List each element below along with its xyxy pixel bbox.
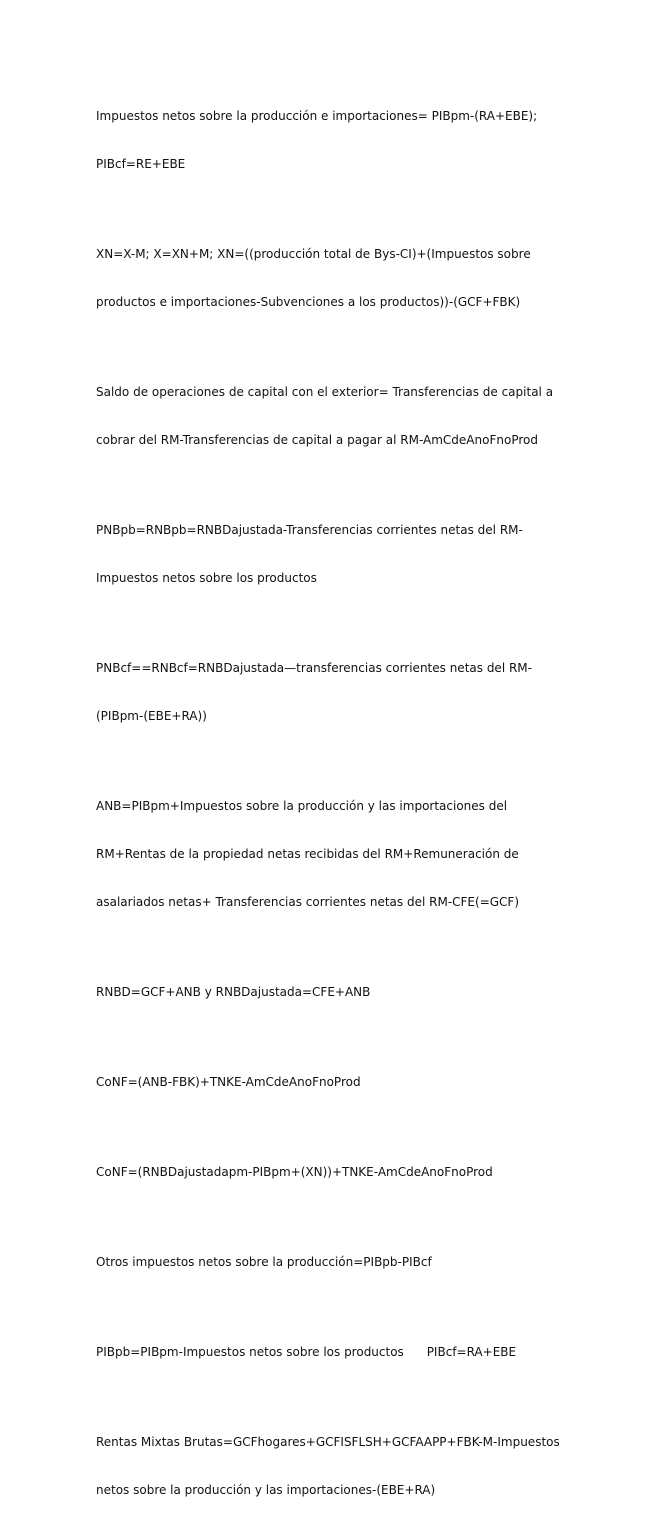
text-line: PNBcf==RNBcf=RNBDajustada—transferencias corrientes netas del RM- — [96, 661, 532, 675]
text-line: asalariados netas+ Transferencias corrientes netas del RM-CFE(=GCF) — [96, 895, 520, 909]
text-line: (PIBpm-(EBE+RA)) — [96, 709, 207, 723]
formula-paragraph-10 — [96, 1222, 566, 1302]
formula-paragraph-11 — [96, 1312, 566, 1392]
formula-paragraph-12 — [96, 1402, 566, 1530]
text-line: ANB=PIBpm+Impuestos sobre la producción y las importaciones del — [96, 799, 508, 813]
text-line: netos sobre la producción y las importaciones-(EBE+RA) — [96, 1483, 436, 1497]
text-line: RM+Rentas de la propiedad netas recibidas del RM+Remuneración de — [96, 847, 519, 861]
formula-paragraph-5 — [96, 628, 566, 756]
formula-paragraph-9 — [96, 1132, 566, 1212]
text-line: CoNF=(ANB-FBK)+TNKE-AmCdeAnoFnoProd — [96, 1075, 361, 1089]
text-line: XN=X-M; X=XN+M; XN=((producción total de Bys-CI)+(Impuestos sobre — [96, 247, 531, 261]
text-line: Impuestos netos sobre la producción e importaciones= PIBpm-(RA+EBE); — [96, 109, 538, 123]
formula-paragraph-1 — [96, 76, 566, 204]
text-line: PIBcf=RE+EBE — [96, 157, 186, 171]
text-line: Impuestos netos sobre los productos — [96, 571, 317, 585]
formula-paragraph-3 — [96, 352, 566, 480]
text-line: Otros impuestos netos sobre la producción=PIBpb-PIBcf — [96, 1255, 432, 1269]
text-line: CoNF=(RNBDajustadapm-PIBpm+(XN))+TNKE-AmCdeAnoFnoProd — [96, 1165, 493, 1179]
formula-paragraph-7 — [96, 952, 566, 1032]
formula-paragraph-4 — [96, 490, 566, 618]
text-line: Rentas Mixtas Brutas=GCFhogares+GCFISFLSH+GCFAAPP+FBK-M-Impuestos — [96, 1435, 560, 1449]
text-line: PNBpb=RNBpb=RNBDajustada-Transferencias corrientes netas del RM- — [96, 523, 523, 537]
formula-paragraph-2 — [96, 214, 566, 342]
text-line: productos e importaciones-Subvenciones a los productos))-(GCF+FBK) — [96, 295, 521, 309]
text-line: cobrar del RM-Transferencias de capital a pagar al RM-AmCdeAnoFnoProd — [96, 433, 538, 447]
formula-paragraph-6 — [96, 766, 566, 942]
text-line: PIBpb=PIBpm-Impuestos netos sobre los productos PIBcf=RA+EBE — [96, 1345, 517, 1359]
text-line: RNBD=GCF+ANB y RNBDajustada=CFE+ANB — [96, 985, 371, 999]
formula-paragraph-8 — [96, 1042, 566, 1122]
document-body — [96, 76, 566, 1540]
text-line: Saldo de operaciones de capital con el exterior= Transferencias de capital a — [96, 385, 554, 399]
